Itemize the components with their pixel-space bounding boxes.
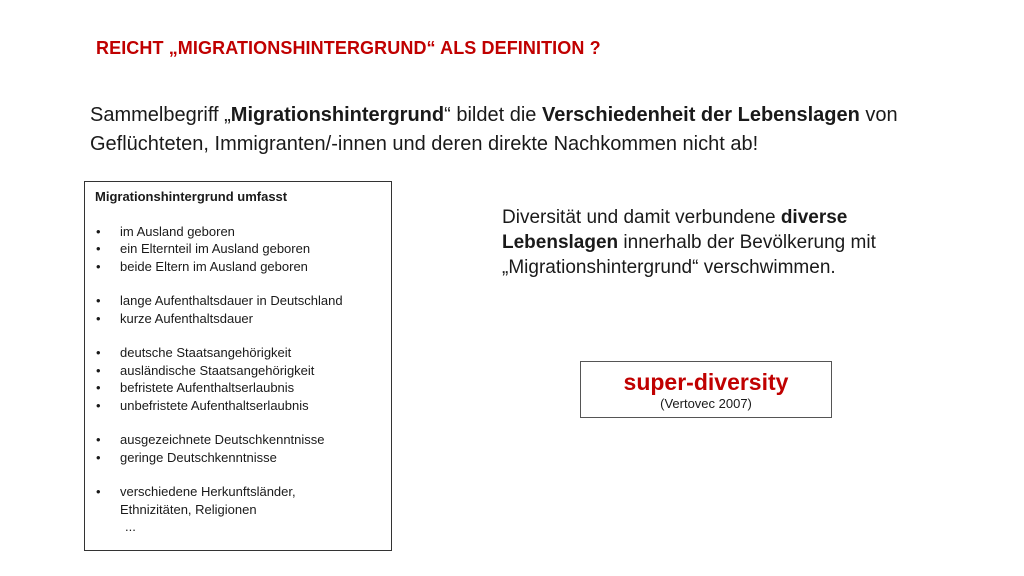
list-ellipsis: ... <box>125 519 136 534</box>
list-group-duration <box>95 292 381 327</box>
intro-term-verschiedenheit: Verschiedenheit der Lebenslagen <box>541 104 860 126</box>
list-item-text: befristete Aufenthaltserlaubnis <box>120 380 295 395</box>
bullet-icon: • <box>96 362 101 378</box>
list-item <box>95 483 381 501</box>
bullet-icon: • <box>96 397 101 413</box>
bullet-icon: • <box>96 380 101 395</box>
list-item-text: kurze Aufenthaltsdauer <box>120 310 253 326</box>
diversity-term: diverse Lebenslagen <box>502 207 848 253</box>
list-item-text: deutsche Staatsangehörigkeit <box>120 345 292 360</box>
intro-text-2: “ bildet die <box>444 104 542 126</box>
bullet-icon: • <box>96 432 101 447</box>
list-item <box>95 344 381 362</box>
list-item <box>95 223 381 241</box>
list-item-text: ein Elternteil im Ausland geboren <box>120 241 311 256</box>
definition-box <box>84 181 392 551</box>
super-diversity-box <box>580 361 832 418</box>
list-item-text: im Ausland geboren <box>120 223 235 239</box>
intro-text-1: Sammelbegriff „ <box>90 104 231 126</box>
list-item <box>95 240 381 258</box>
bullet-icon: • <box>96 293 101 308</box>
intro-text-3: von Geflüchteten, Immigranten/-innen und deren direkte Nachkommen nicht ab! <box>90 104 898 155</box>
list-item <box>95 449 381 467</box>
list-group-language <box>95 431 381 466</box>
list-item-text: unbefristete Aufenthaltserlaubnis <box>120 397 309 413</box>
bullet-icon: • <box>96 241 101 256</box>
list-group-birth <box>95 223 381 276</box>
list-item <box>95 397 381 415</box>
list-item-continuation <box>95 501 381 519</box>
diversity-text-2: innerhalb der Bevölkerung mit „Migrationshintergrund“ verschwimmen. <box>502 232 876 278</box>
bullet-icon: • <box>96 484 101 499</box>
list-item <box>95 431 381 449</box>
list-item-text: beide Eltern im Ausland geboren <box>120 258 308 274</box>
list-item-text: geringe Deutschkenntnisse <box>120 449 277 465</box>
list-item-text: verschiedene Herkunftsländer, <box>120 484 296 499</box>
list-item-text: ausgezeichnete Deutschkenntnisse <box>120 432 325 447</box>
bullet-icon: • <box>96 310 101 326</box>
bullet-icon: • <box>96 449 101 465</box>
bullet-icon: • <box>96 258 101 274</box>
diversity-statement <box>502 205 962 280</box>
bullet-icon: • <box>96 223 101 239</box>
list-item <box>95 362 381 380</box>
list-item-text: Ethnizitäten, Religionen <box>120 501 257 517</box>
list-item <box>95 258 381 276</box>
list-group-status <box>95 344 381 414</box>
diversity-text-1: Diversität und damit verbundene <box>502 207 781 228</box>
list-item <box>95 292 381 310</box>
super-diversity-reference: (Vertovec 2007) <box>660 396 752 411</box>
list-item-text: lange Aufenthaltsdauer in Deutschland <box>120 293 343 308</box>
list-item <box>95 310 381 328</box>
list-group-origin <box>95 483 381 518</box>
intro-paragraph <box>90 101 990 159</box>
list-item-text: ausländische Staatsangehörigkeit <box>120 362 315 378</box>
bullet-icon: • <box>96 345 101 360</box>
slide-title: REICHT „MIGRATIONSHINTERGRUND“ ALS DEFINITION ? <box>96 38 601 58</box>
list-item <box>95 379 381 397</box>
definition-box-title: Migrationshintergrund umfasst <box>95 189 288 204</box>
intro-term-migrationshintergrund: Migrationshintergrund <box>230 104 445 126</box>
super-diversity-title: super-diversity <box>623 369 789 395</box>
